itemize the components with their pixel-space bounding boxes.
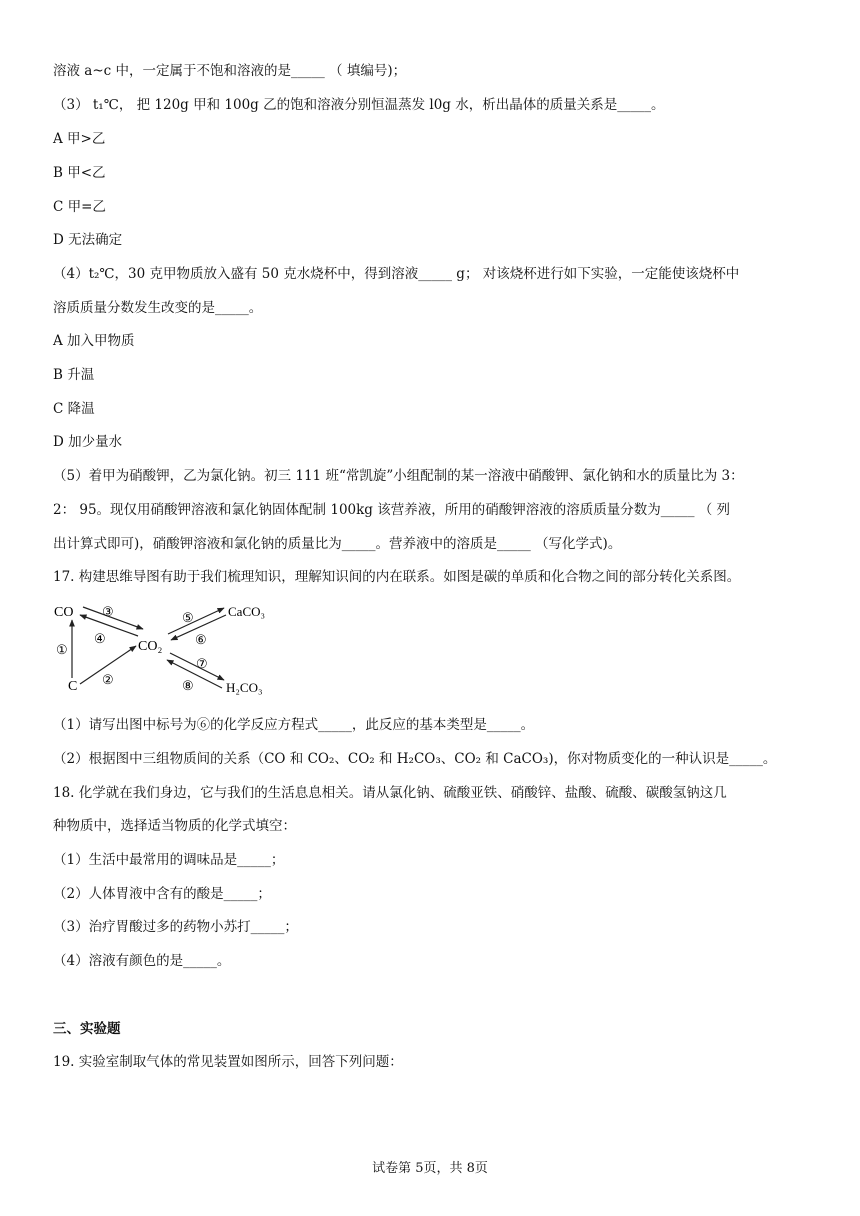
- option-a: A 加入甲物质: [53, 333, 135, 349]
- marker-2: ②: [102, 672, 114, 687]
- question-19-stem: 19. 实验室制取气体的常见装置如图所示，回答下列问题：: [53, 1054, 403, 1070]
- question-5-stem-cont: 2： 95。现仅用硝酸钾溶液和氯化钠固体配制 100kg 该营养液，所用的硝酸钾溶液的溶质质量分数为_____ （ 列: [53, 502, 731, 518]
- question-3-stem: （3） t₁℃， 把 120g 甲和 100g 乙的饱和溶液分别恒温蒸发 l0g 水，析出晶体的质量关系是_____。: [53, 97, 665, 113]
- question-17-stem: 17. 构建思维导图有助于我们梳理知识，理解知识间的内在联系。如图是碳的单质和化合物之间的部分转化关系图。: [53, 569, 741, 585]
- arrow-5: [168, 608, 224, 634]
- question-5-stem-cont: 出计算式即可)，硝酸钾溶液和氯化钠的质量比为_____。营养液中的溶质是_____ （写化学式)。: [53, 536, 622, 552]
- marker-4: ④: [94, 631, 106, 646]
- option-d: D 加少量水: [53, 434, 123, 450]
- marker-1: ①: [56, 642, 68, 657]
- co-label: CO: [54, 605, 74, 620]
- question-5-stem: （5）着甲为硝酸钾，乙为氯化钠。初三 111 班“常凯旋”小组配制的某一溶液中硝酸钾、氯化钠和水的质量比为 3：: [53, 468, 744, 484]
- text-line: 溶液 a~c 中，一定属于不饱和溶液的是_____ （ 填编号)；: [53, 63, 407, 79]
- option-b: B 甲<乙: [53, 165, 106, 181]
- question-18-part-4: （4）溶液有颜色的是_____。: [53, 953, 231, 969]
- h2co3-label: H₂CO₃: [226, 680, 263, 695]
- question-17-part-1: （1）请写出图中标号为⑥的化学反应方程式_____，此反应的基本类型是_____。: [53, 717, 535, 733]
- option-a: A 甲>乙: [53, 131, 106, 147]
- marker-7: ⑦: [196, 656, 208, 671]
- option-c: C 降温: [53, 401, 95, 417]
- arrow-8: [167, 660, 222, 688]
- question-4-stem: （4）t₂℃，30 克甲物质放入盛有 50 克水烧杯中，得到溶液_____ g； 对该烧杯进行如下实验，一定能使该烧杯中: [53, 266, 740, 282]
- section-heading: 三、实验题: [53, 1021, 121, 1037]
- question-18-part-3: （3）治疗胃酸过多的药物小苏打_____；: [53, 919, 298, 935]
- question-18-stem: 18. 化学就在我们身边，它与我们的生活息息相关。请从氯化钠、硫酸亚铁、硝酸锌、盐酸、硫酸、碳酸氢钠这几: [53, 785, 727, 801]
- question-18-part-1: （1）生活中最常用的调味品是_____；: [53, 852, 285, 868]
- co2-label: CO₂: [138, 639, 163, 654]
- marker-6: ⑥: [195, 632, 207, 647]
- question-18-stem-cont: 种物质中，选择适当物质的化学式填空：: [53, 818, 296, 834]
- marker-3: ③: [102, 604, 114, 619]
- carbon-conversion-diagram: [50, 598, 290, 698]
- marker-5: ⑤: [182, 610, 194, 625]
- caco3-label: CaCO₃: [228, 604, 266, 619]
- question-17-part-2: （2）根据图中三组物质间的关系（CO 和 CO₂、CO₂ 和 H₂CO₃、CO₂ 和 CaCO₃)，你对物质变化的一种认识是_____。: [53, 751, 777, 767]
- question-4-stem-cont: 溶质质量分数发生改变的是_____。: [53, 300, 263, 316]
- option-b: B 升温: [53, 367, 95, 383]
- c-label: C: [68, 679, 78, 694]
- option-d: D 无法确定: [53, 232, 123, 248]
- page-footer: 试卷第 5页，共 8页: [372, 1161, 488, 1176]
- question-18-part-2: （2）人体胃液中含有的酸是_____；: [53, 886, 271, 902]
- marker-8: ⑧: [182, 678, 194, 693]
- option-c: C 甲=乙: [53, 199, 106, 215]
